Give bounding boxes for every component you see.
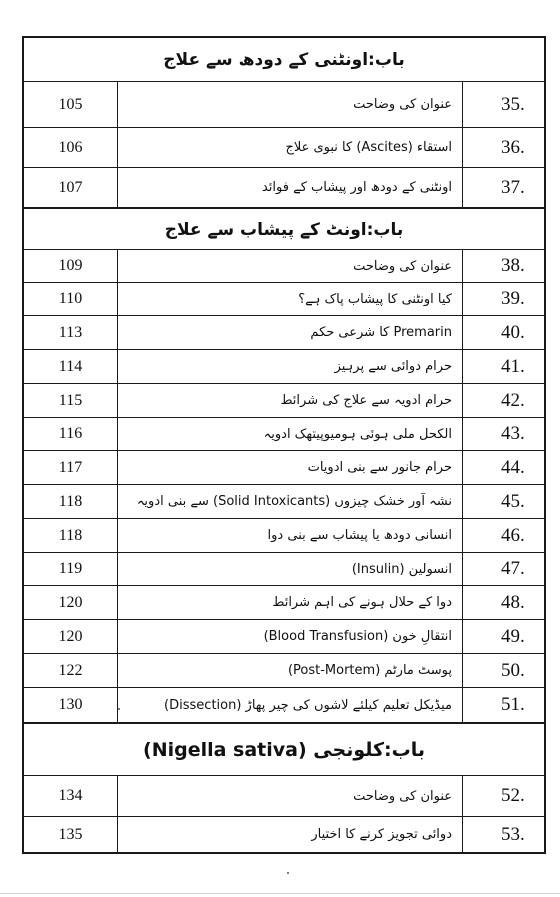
page-number: 105 — [24, 82, 118, 127]
entry-number: 45. — [501, 490, 525, 512]
page-edge-line — [0, 893, 560, 894]
entry-number: 46. — [501, 524, 525, 546]
table-row — [24, 316, 544, 350]
page-number: 110 — [24, 283, 118, 315]
entry-title: Premarin کا شرعی حکم — [117, 316, 463, 349]
page-number: 109 — [24, 250, 118, 282]
entry-number: 49. — [501, 625, 525, 647]
table-row — [24, 128, 544, 168]
entry-number: 52. — [501, 785, 525, 806]
page-number: 135 — [24, 817, 118, 852]
table-row — [24, 168, 544, 208]
entry-number: 47. — [501, 558, 525, 579]
section-title: باب:اونٹ کے پیشاب سے علاج — [164, 219, 404, 240]
entry-number: 51. — [501, 694, 525, 715]
section-title: باب:کلونجی (Nigella sativa) — [143, 738, 426, 761]
entry-number: 36. — [501, 136, 525, 158]
table-row — [24, 654, 544, 688]
page-number: 120 — [24, 620, 118, 653]
entry-title: استقاء (Ascites) کا نبوی علاج — [117, 128, 463, 167]
entry-number: 50. — [501, 659, 525, 681]
entry-title: نشہ آور خشک چیزوں (Solid Intoxicants) سے بنی ادویہ — [117, 485, 463, 518]
table-row — [24, 418, 544, 451]
table-row — [24, 384, 544, 418]
speck-mark — [118, 708, 120, 710]
speck-mark — [287, 872, 289, 874]
table-row — [24, 519, 544, 553]
table-row — [24, 451, 544, 485]
page-number: 107 — [24, 168, 118, 207]
page-number: 119 — [24, 553, 118, 585]
entry-title: عنوان کی وضاحت — [117, 776, 463, 816]
section-heading — [24, 38, 544, 82]
entry-number: 42. — [501, 389, 525, 411]
page-number: 117 — [24, 451, 118, 484]
entry-title: الکحل ملی ہوئی ہومیوپیتھک ادویہ — [117, 418, 463, 450]
entry-title: انسولین (Insulin) — [117, 553, 463, 585]
entry-number: 43. — [501, 423, 525, 444]
entry-title: حرام ادویہ سے علاج کی شرائط — [117, 384, 463, 417]
entry-number: 37. — [501, 176, 525, 198]
section-heading — [24, 723, 544, 776]
table-row — [24, 817, 544, 852]
entry-title: کیا اونٹنی کا پیشاب پاک ہے؟ — [117, 283, 463, 315]
entry-title: حرام جانور سے بنی ادویات — [117, 451, 463, 484]
entry-number: 44. — [501, 456, 525, 478]
entry-number: 35. — [501, 93, 525, 115]
entry-number: 39. — [501, 288, 525, 309]
entry-title: عنوان کی وضاحت — [117, 82, 463, 127]
table-row — [24, 485, 544, 519]
entry-number: 41. — [501, 355, 525, 377]
page-number: 130 — [24, 688, 118, 722]
table-row — [24, 82, 544, 128]
entry-title: میڈیکل تعلیم کیلئے لاشوں کی چیر پھاڑ (Dissection) — [117, 688, 463, 722]
entry-title: اونٹنی کے دودھ اور پیشاب کے فوائد — [117, 168, 463, 207]
table-row — [24, 620, 544, 654]
page-number: 134 — [24, 776, 118, 816]
entry-title: دوائی تجویز کرنے کا اختیار — [117, 817, 463, 852]
table-row — [24, 553, 544, 586]
entry-number: 40. — [501, 321, 525, 343]
table-row — [24, 776, 544, 817]
page-number: 113 — [24, 316, 118, 349]
table-row — [24, 250, 544, 283]
entry-number: 48. — [501, 591, 525, 613]
section-title: باب:اونٹنی کے دودھ سے علاج — [163, 50, 405, 70]
page-number: 118 — [24, 519, 118, 552]
entry-title: حرام دوائی سے پرہیز — [117, 350, 463, 383]
entry-number: 53. — [501, 823, 525, 845]
entry-title: دوا کے حلال ہونے کی اہم شرائط — [117, 586, 463, 619]
page-number: 118 — [24, 485, 118, 518]
table-row — [24, 586, 544, 620]
page-number: 106 — [24, 128, 118, 167]
entry-title: انسانی دودھ یا پیشاب سے بنی دوا — [117, 519, 463, 552]
section-heading — [24, 208, 544, 250]
page-number: 120 — [24, 586, 118, 619]
page-number: 116 — [24, 418, 118, 450]
entry-title: پوسٹ مارٹم (Post-Mortem) — [117, 654, 463, 687]
page-number: 122 — [24, 654, 118, 687]
entry-title: انتقالِ خون (Blood Transfusion) — [117, 620, 463, 653]
table-of-contents — [22, 36, 546, 854]
page-number: 114 — [24, 350, 118, 383]
entry-number: 38. — [501, 255, 525, 276]
table-row — [24, 350, 544, 384]
page-number: 115 — [24, 384, 118, 417]
table-row — [24, 283, 544, 316]
entry-title: عنوان کی وضاحت — [117, 250, 463, 282]
table-row — [24, 688, 544, 723]
